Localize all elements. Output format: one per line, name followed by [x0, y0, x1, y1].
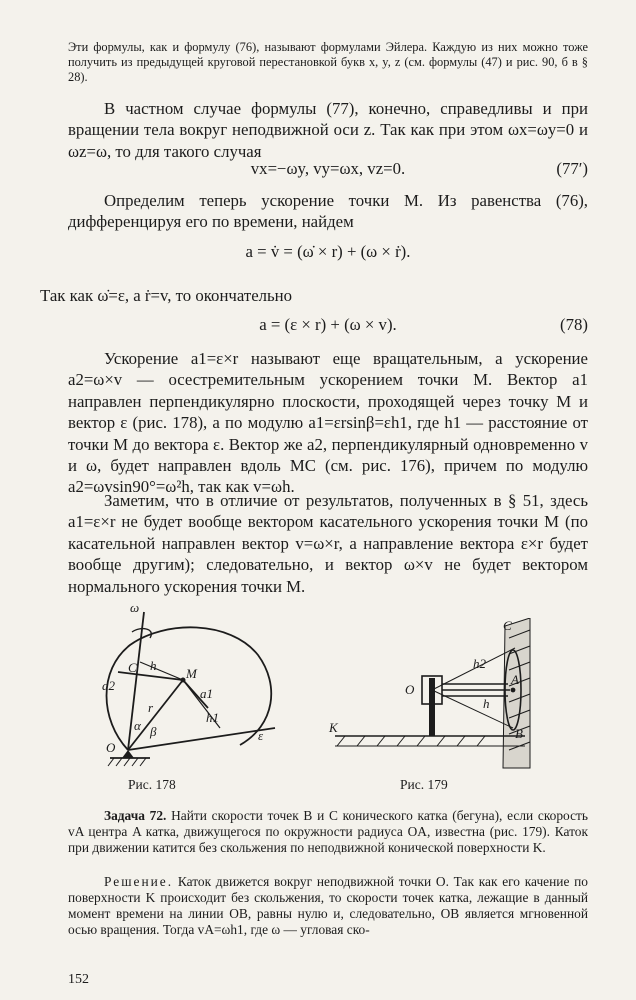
paragraph-3: [40, 285, 588, 306]
label-omega: ω: [130, 600, 140, 615]
formula-77-prime-expr: vx=−ωy, vy=ωx, vz=0.: [250, 159, 406, 178]
page-number: 152: [68, 972, 89, 987]
figure-178-drawing: [80, 600, 290, 780]
formula-78-number: (78): [560, 315, 588, 334]
figure-179-caption: Рис. 179: [400, 777, 448, 792]
label-a2: a2: [102, 678, 115, 693]
axis-post: [429, 678, 435, 736]
ground-hatching: [108, 758, 146, 766]
solution-title: Решение.: [104, 874, 174, 889]
label-h2: h2: [473, 656, 486, 671]
paragraph-1: [68, 98, 588, 162]
figure-179: [325, 618, 540, 778]
label-B: B: [515, 726, 523, 741]
label-O-179: O: [405, 682, 415, 697]
problem-title: Задача 72.: [104, 808, 167, 823]
formula-acceleration: [68, 240, 588, 264]
formula-77-prime: [68, 157, 588, 181]
solution-text: Каток движется вокруг неподвижной точки O. Так как его качение по поверхности K происходит без скольжения, то скорости точек катка, лежащие в данный момент времени на линии OB, равны нулю и, следовательно, OB является мгновенной осью вращения. Тогда vA=ωh1, где ω — угловая ско-: [68, 874, 588, 937]
intro-paragraph: [68, 40, 588, 85]
figure-178-caption: Рис. 178: [128, 777, 176, 792]
label-h-179: h: [483, 696, 490, 711]
figure-178: [80, 600, 290, 780]
label-r: r: [148, 700, 154, 715]
paragraph-4-text: Ускорение a1=ε×r называют еще вращательным, а ускорение a2=ω×v — осестремительным ускорением точки M. Вектор a1 направлен перпендикулярно плоскости, проходящей через точку M и вектор ε (рис. 178), а по модулю a1=εrsinβ=εh1, где h1 — расстояние от точки M до вектора ε. Вектор же a2, перпендикулярный одновременно v и ω, будет направлен вдоль MC (см. рис. 176), причем по модулю a2=ωvsin90°=ω²h, так как v=ωh.: [68, 349, 588, 497]
label-epsilon: ε: [258, 728, 264, 743]
label-beta: β: [150, 724, 157, 739]
label-h: h: [150, 658, 157, 673]
intro-text: Эти формулы, как и формулу (76), называют формулами Эйлера. Каждую из них можно тоже получить из предыдущей круговой перестановкой букв x, y, z (см. формулы (47) и рис. 90, б в § 28).: [68, 40, 588, 84]
floor-hatching: [335, 736, 525, 746]
problem-72: [68, 808, 588, 856]
formula-78-expr: a = (ε × r) + (ω × v).: [259, 315, 397, 334]
paragraph-3-text: Так как ω̇=ε, а ṙ=v, то окончательно: [40, 286, 293, 305]
label-K: K: [329, 720, 338, 735]
label-alpha: α: [134, 718, 141, 733]
pivot-support: [122, 750, 134, 758]
formula-acceleration-expr: a = v̇ = (ω̇ × r) + (ω × ṙ).: [245, 242, 411, 261]
figure-179-drawing: [325, 618, 540, 778]
paragraph-2: [68, 190, 588, 233]
label-M: M: [186, 666, 197, 681]
r-vector-line: [128, 680, 183, 750]
label-A: A: [511, 672, 519, 687]
paragraph-5: [68, 490, 588, 597]
solution-72: [68, 874, 588, 938]
label-C: C: [128, 660, 137, 675]
paragraph-2-text: Определим теперь ускорение точки M. Из равенства (76), дифференцируя его по времени, найдем: [68, 191, 588, 232]
paragraph-1-text: В частном случае формулы (77), конечно, справедливы и при вращении тела вокруг неподвижной оси z. Так как при этом ωx=ωy=0 и ωz=ω, то для такого случая: [68, 99, 588, 161]
label-a1: a1: [200, 686, 213, 701]
label-C-179: C: [503, 618, 512, 633]
paragraph-4: [68, 348, 588, 498]
formula-78: [68, 313, 588, 337]
formula-77-prime-number: (77′): [556, 159, 588, 178]
label-h1: h1: [206, 710, 219, 725]
paragraph-5-text: Заметим, что в отличие от результатов, полученных в § 51, здесь a1=ε×r не будет вообще вектором касательного ускорения точки M (по касательной направлен вектор v=ω×r, а направление вектора ε×r будет вообще другим); следовательно, и вектор ω×v не будет вектором нормального ускорения точки M.: [68, 491, 588, 596]
label-O: O: [106, 740, 116, 755]
problem-text: Найти скорости точек B и C конического катка (бегуна), если скорость vA центра A катка, движущегося по окружности радиуса OA, известна (рис. 179). Каток при движении катится без скольжения по неподвижной конической поверхности K.: [68, 808, 588, 855]
point-M: [181, 678, 186, 683]
point-A: [511, 688, 516, 693]
